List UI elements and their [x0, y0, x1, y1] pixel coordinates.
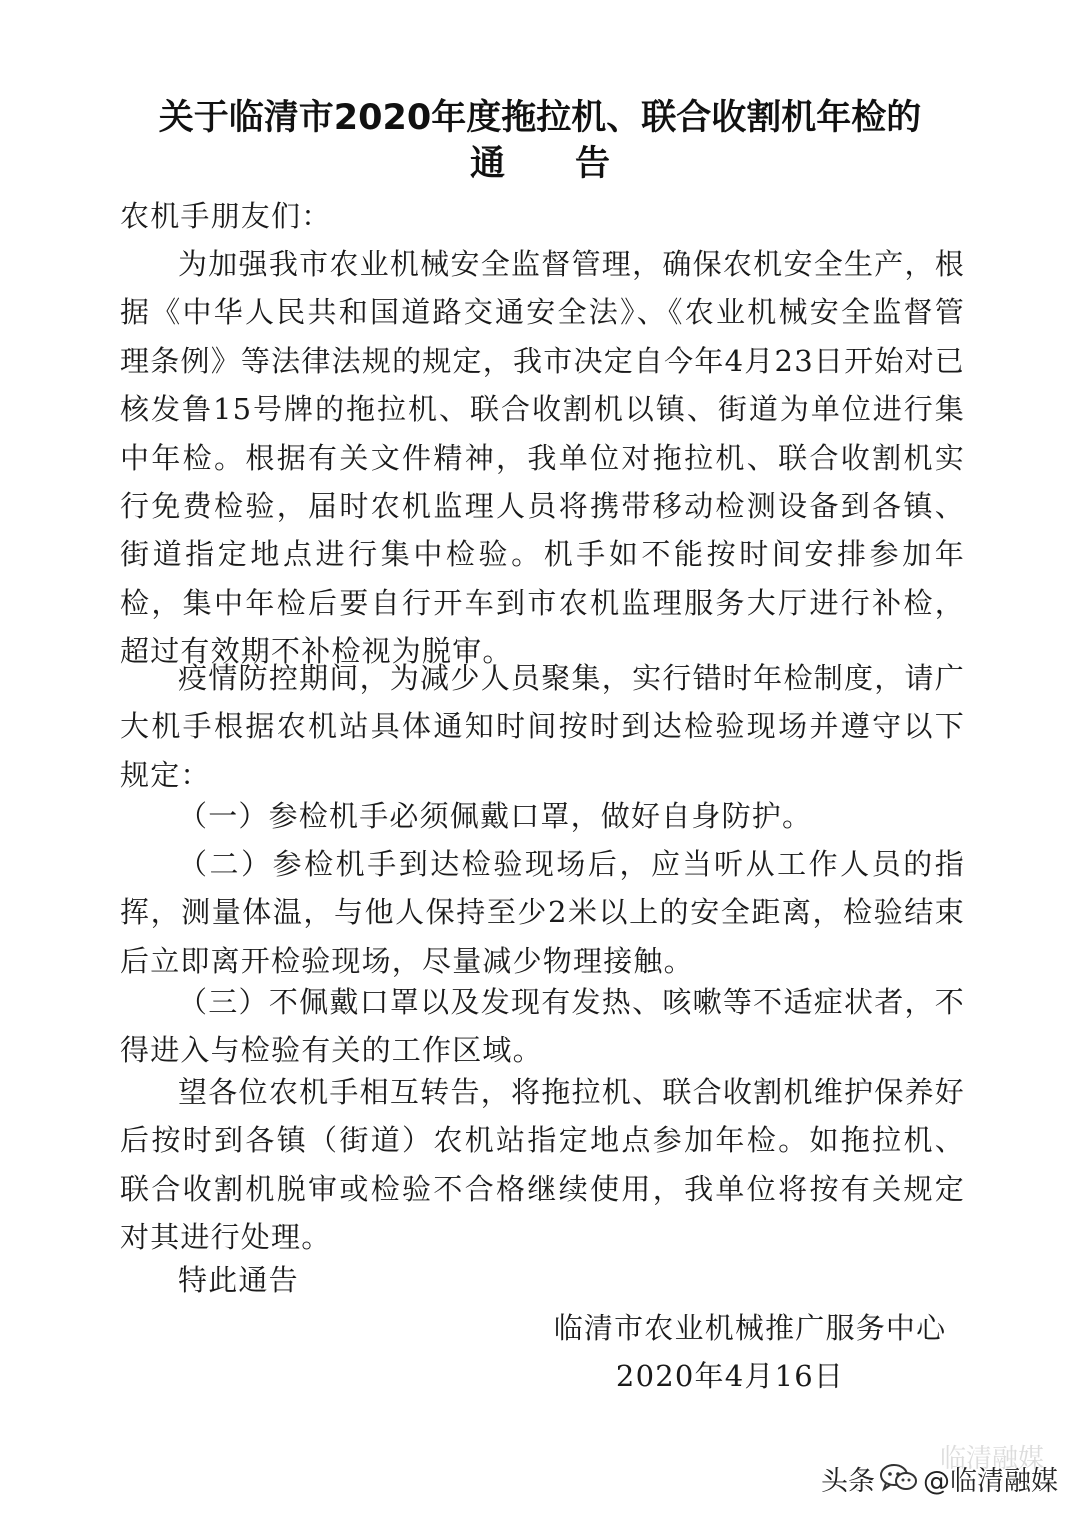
watermark-ghost-text: 临清融媒 [939, 1444, 1044, 1474]
closing-statement: 特此通告 [178, 1263, 299, 1297]
document-title-line1: 关于临清市2020年度拖拉机、联合收割机年检的 [158, 98, 922, 138]
document-title-line2: 通告 [469, 144, 680, 184]
rule-item-3: （三）不佩戴口罩以及发现有发热、咳嗽等不适症状者，不得进入与检验有关的工作区域。 [120, 985, 965, 1068]
rule-item-2: （二）参检机手到达检验现场后，应当听从工作人员的指挥，测量体温，与他人保持至少2米以上的安全距离，检验结束后立即离开检验现场，尽量减少物理接触。 [120, 847, 965, 978]
salutation: 农机手朋友们： [120, 199, 332, 233]
source-watermark [821, 1458, 1058, 1498]
wechat-icon [879, 1462, 919, 1494]
issuing-organization: 临清市农业机械推广服务中心 [553, 1311, 947, 1345]
paragraph-epidemic-rules: 疫情防控期间，为减少人员聚集，实行错时年检制度，请广大机手根据农机站具体通知时间按时到达检验现场并遵守以下规定： [120, 661, 965, 792]
issue-date: 2020年4月16日 [615, 1359, 845, 1393]
paragraph-reminder: 望各位农机手相互转告，将拖拉机、联合收割机维护保养好后按时到各镇（街道）农机站指定地点参加年检。如拖拉机、联合收割机脱审或检验不合格继续使用，我单位将按有关规定对其进行处理。 [120, 1075, 965, 1255]
watermark-prefix: 头条 [821, 1465, 875, 1497]
paragraph-inspection-plan: 为加强我市农业机械安全监督管理，确保农机安全生产，根据《中华人民共和国道路交通安全法》、《农业机械安全监督管理条例》等法律法规的规定，我市决定自今年4月23日开始对已核发鲁15号牌的拖拉机、联合收割机以镇、街道为单位进行集中年检。根据有关文件精神，我单位对拖拉机、联合收割机实行免费检验，届时农机监理人员将携带移动检测设备到各镇、街道指定地点进行集中检验。机手如不能按时间安排参加年检，集中年检后要自行开车到市农机监理服务大厅进行补检，超过有效期不补检视为脱审。 [120, 247, 965, 669]
rule-item-1: （一）参检机手必须佩戴口罩，做好自身防护。 [178, 799, 813, 833]
watermark-handle: @临清融媒 [923, 1465, 1058, 1497]
